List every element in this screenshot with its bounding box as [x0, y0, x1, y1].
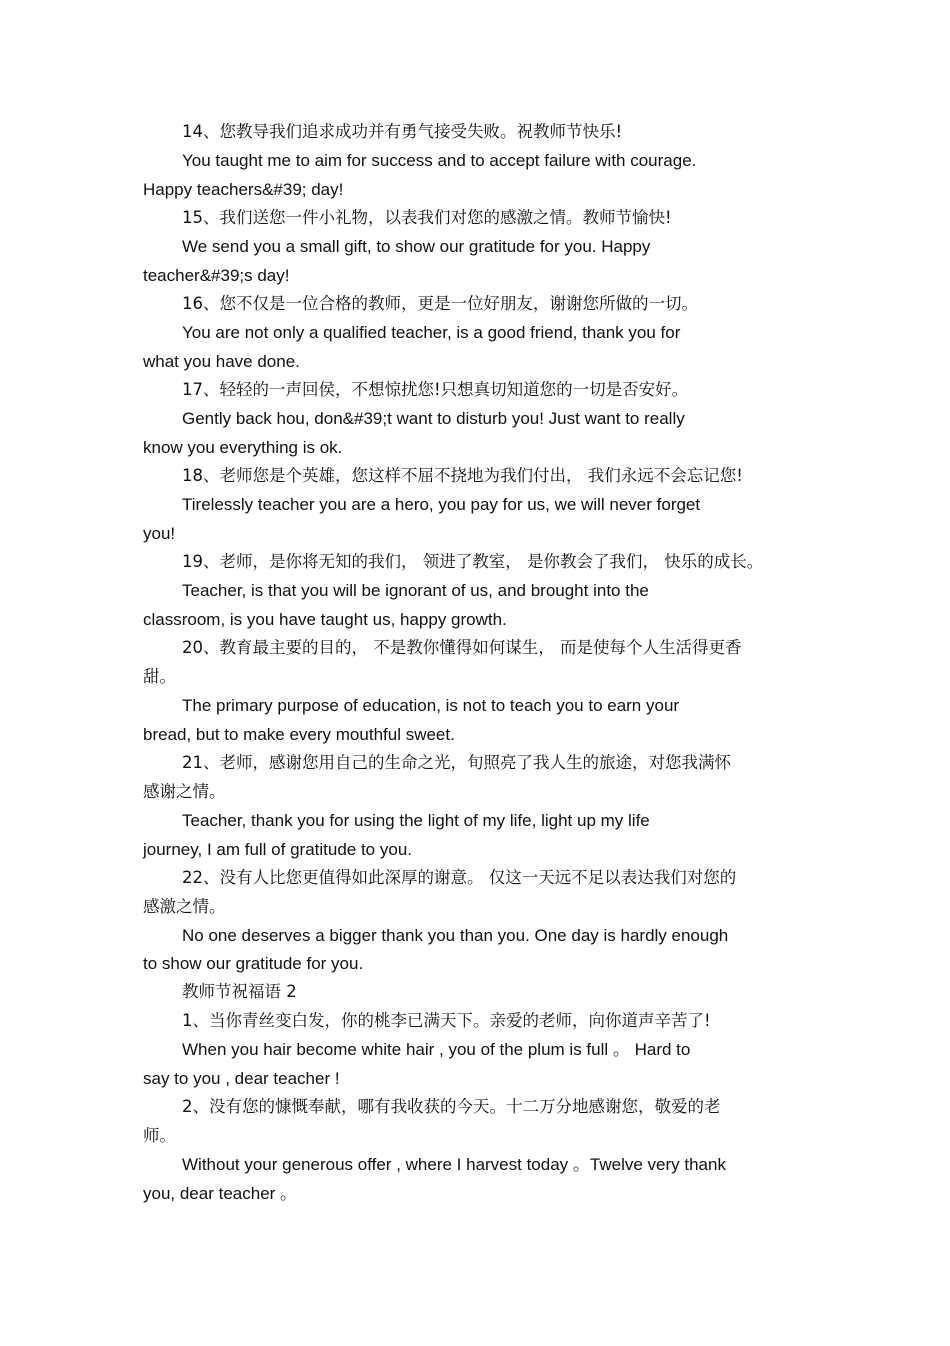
section-2-item-1-english-line-2: say to you , dear teacher ! [143, 1069, 340, 1088]
item-14-chinese: 14、您教导我们追求成功并有勇气接受失败。祝教师节快乐! [182, 122, 623, 141]
item-14-english-line-2: Happy teachers&#39; day! [143, 180, 344, 199]
item-18-english-line-2: you! [143, 524, 176, 543]
item-18-chinese: 18、老师您是个英雄，您这样不屈不挠地为我们付出， 我们永远不会忘记您! [182, 466, 743, 485]
item-21-chinese-line-2: 感谢之情。 [143, 782, 226, 801]
section-2-item-2-chinese-line-1: 2、没有您的慷慨奉献，哪有我收获的今天。十二万分地感谢您，敬爱的老 [182, 1097, 721, 1116]
item-17-english-line-1: Gently back hou, don&#39;t want to disturb you! Just want to really [182, 409, 685, 428]
section-2-item-1-chinese: 1、当你青丝变白发，你的桃李已满天下。亲爱的老师，向你道声辛苦了! [182, 1011, 711, 1030]
item-15-english-line-2: teacher&#39;s day! [143, 266, 290, 285]
item-17-chinese: 17、轻轻的一声回侯，不想惊扰您!只想真切知道您的一切是否安好。 [182, 380, 689, 399]
item-15-chinese: 15、我们送您一件小礼物，以表我们对您的感激之情。教师节愉快! [182, 208, 672, 227]
item-22-chinese-line-1: 22、没有人比您更值得如此深厚的谢意。 仅这一天远不足以表达我们对您的 [182, 868, 737, 887]
item-21-chinese-line-1: 21、老师，感谢您用自己的生命之光，旬照亮了我人生的旅途，对您我满怀 [182, 753, 731, 772]
item-19-chinese: 19、老师，是你将无知的我们， 领进了教室， 是你教会了我们， 快乐的成长。 [182, 552, 764, 571]
section-2-item-1-english-line-1: When you hair become white hair , you of the plum is full 。 Hard to [182, 1040, 691, 1059]
section-2-item-2-chinese-line-2: 师。 [143, 1126, 176, 1145]
item-16-english-line-2: what you have done. [143, 352, 300, 371]
item-21-english-line-1: Teacher, thank you for using the light of my life, light up my life [182, 811, 650, 830]
item-20-chinese-line-2: 甜。 [143, 667, 176, 686]
item-20-chinese-line-1: 20、教育最主要的目的， 不是教你懂得如何谋生， 而是使每个人生活得更香 [182, 638, 742, 657]
item-22-chinese-line-2: 感激之情。 [143, 897, 226, 916]
item-20-english-line-1: The primary purpose of education, is not to teach you to earn your [182, 696, 680, 715]
section-2-item-2-english-line-1: Without your generous offer , where I harvest today 。Twelve very thank [182, 1155, 726, 1174]
item-19-english-line-1: Teacher, is that you will be ignorant of us, and brought into the [182, 581, 649, 600]
item-16-english-line-1: You are not only a qualified teacher, is a good friend, thank you for [182, 323, 681, 342]
item-22-english-line-2: to show our gratitude for you. [143, 954, 364, 973]
item-16-chinese: 16、您不仅是一位合格的教师，更是一位好朋友，谢谢您所做的一切。 [182, 294, 698, 313]
item-20-english-line-2: bread, but to make every mouthful sweet. [143, 725, 455, 744]
item-15-english-line-1: We send you a small gift, to show our gratitude for you. Happy [182, 237, 651, 256]
item-14-english-line-1: You taught me to aim for success and to accept failure with courage. [182, 151, 697, 170]
item-19-english-line-2: classroom, is you have taught us, happy growth. [143, 610, 507, 629]
section-title: 教师节祝福语 2 [182, 982, 297, 1001]
section-2-item-2-english-line-2: you, dear teacher 。 [143, 1184, 298, 1203]
item-22-english-line-1: No one deserves a bigger thank you than you. One day is hardly enough [182, 926, 729, 945]
item-21-english-line-2: journey, I am full of gratitude to you. [143, 840, 412, 859]
item-17-english-line-2: know you everything is ok. [143, 438, 343, 457]
item-18-english-line-1: Tirelessly teacher you are a hero, you pay for us, we will never forget [182, 495, 701, 514]
